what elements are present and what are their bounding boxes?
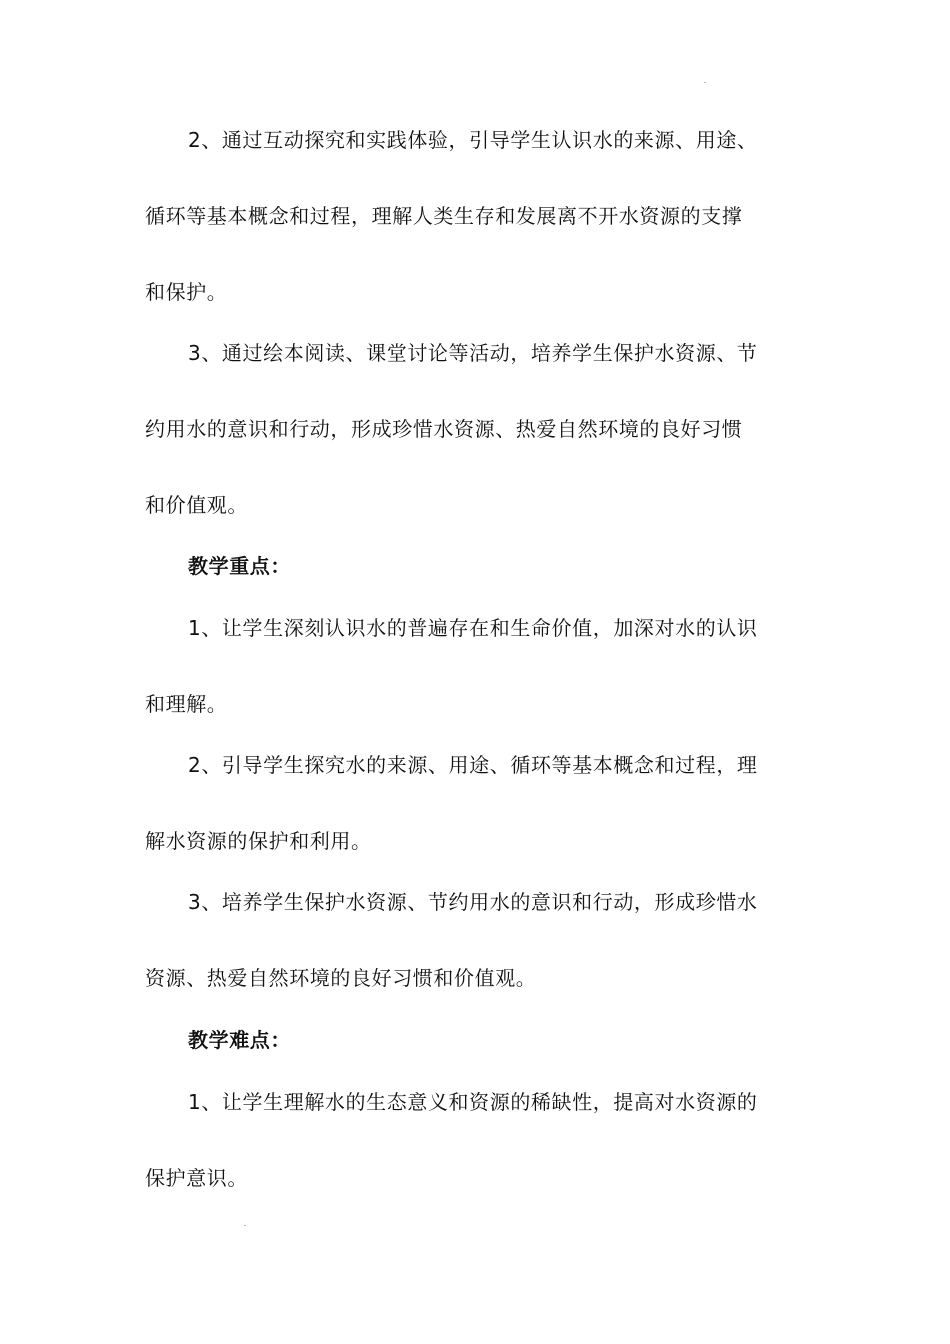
objective-3-line-2: 约用水的意识和行动，形成珍惜水资源、热爱自然环境的良好习惯 [145,417,743,441]
key-point-3-line-2: 资源、热爱自然环境的良好习惯和价值观。 [145,966,537,990]
key-point-2-line-2: 解水资源的保护和利用。 [145,829,372,853]
key-points-heading: 教学重点： [188,554,291,578]
objective-2-line-1: 2、通过互动探究和实践体验，引导学生认识水的来源、用途、 [188,128,758,152]
objective-3-line-3: 和价值观。 [145,493,248,517]
objective-3-line-1: 3、通过绘本阅读、课堂讨论等活动，培养学生保护水资源、节 [188,341,758,365]
key-point-1-line-2: 和理解。 [145,692,228,716]
difficulties-heading: 教学难点： [188,1028,291,1052]
key-point-1-line-1: 1、让学生深刻认识水的普遍存在和生命价值，加深对水的认识 [188,616,758,640]
difficulty-1-line-2: 保护意识。 [145,1166,248,1190]
scan-speck [244,1225,246,1226]
difficulty-1-line-1: 1、让学生理解水的生态意义和资源的稀缺性，提高对水资源的 [188,1090,758,1114]
objective-2-line-3: 和保护。 [145,280,228,304]
objective-2-line-2: 循环等基本概念和过程，理解人类生存和发展离不开水资源的支撑 [145,204,743,228]
key-point-3-line-1: 3、培养学生保护水资源、节约用水的意识和行动，形成珍惜水 [188,890,758,914]
scan-speck [704,82,706,83]
key-point-2-line-1: 2、引导学生探究水的来源、用途、循环等基本概念和过程，理 [188,753,758,777]
